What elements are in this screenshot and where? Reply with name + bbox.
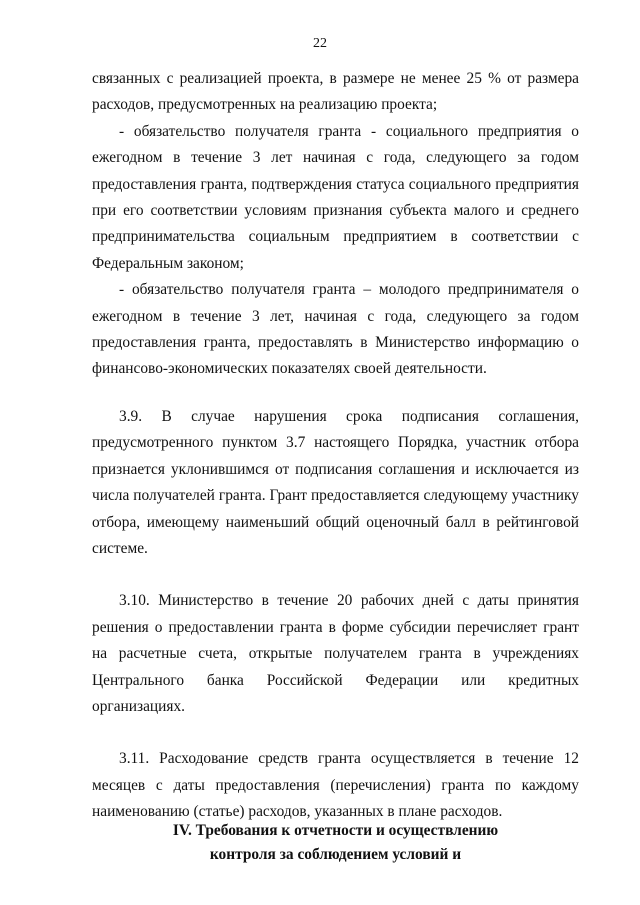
paragraph-social-enterprise-obligation: - обязательство получателя гранта - социального предприятия о ежегодном в течение 3 лет начиная с года, следующего за годом предоставления гранта, подтверждения статуса социального предприятия при его соответствии условиям признания субъекта малого и среднего предпринимательства социальным предприятием в соответствии с Федеральным законом; [92,122,579,272]
paragraph-continuation: связанных с реализацией проекта, в размере не менее 25 % от размера расходов, предусмотренных на реализацию проекта; [92,70,579,114]
paragraph-3-11: 3.11. Расходование средств гранта осуществляется в течение 12 месяцев с даты предоставления (перечисления) гранта по каждому наименованию (статье) расходов, указанных в плане расходов. [92,750,579,821]
section-heading-line-2: контроля за соблюдением условий и [209,846,462,863]
paragraph-3-10: 3.10. Министерство в течение 20 рабочих дней с даты принятия решения о предоставлении гранта в форме субсидии перечисляет грант на расчетные счета, открытые получателем гранта в учреждениях Центрального банка Российской Федерации или кредитных организациях. [92,592,579,715]
page-number: 22 [313,36,327,51]
section-heading [92,819,579,867]
paragraph-young-entrepreneur-obligation: - обязательство получателя гранта – молодого предпринимателя о ежегодном в течение 3 лет, начиная с года, следующего за годом предоставления гранта, предоставлять в Министерство информацию о финансово-экономических показателях своей деятельности. [92,281,579,378]
paragraph-3-9: 3.9. В случае нарушения срока подписания соглашения, предусмотренного пунктом 3.7 настоящего Порядка, участник отбора признается уклонившимся от подписания соглашения и исключается из числа получателей гранта. Грант предоставляется следующему участнику отбора, имеющему наименьший общий оценочный балл в рейтинговой системе. [92,407,579,557]
section-heading-line-1: IV. Требования к отчетности и осуществлению [172,822,499,839]
document-body [92,66,579,826]
